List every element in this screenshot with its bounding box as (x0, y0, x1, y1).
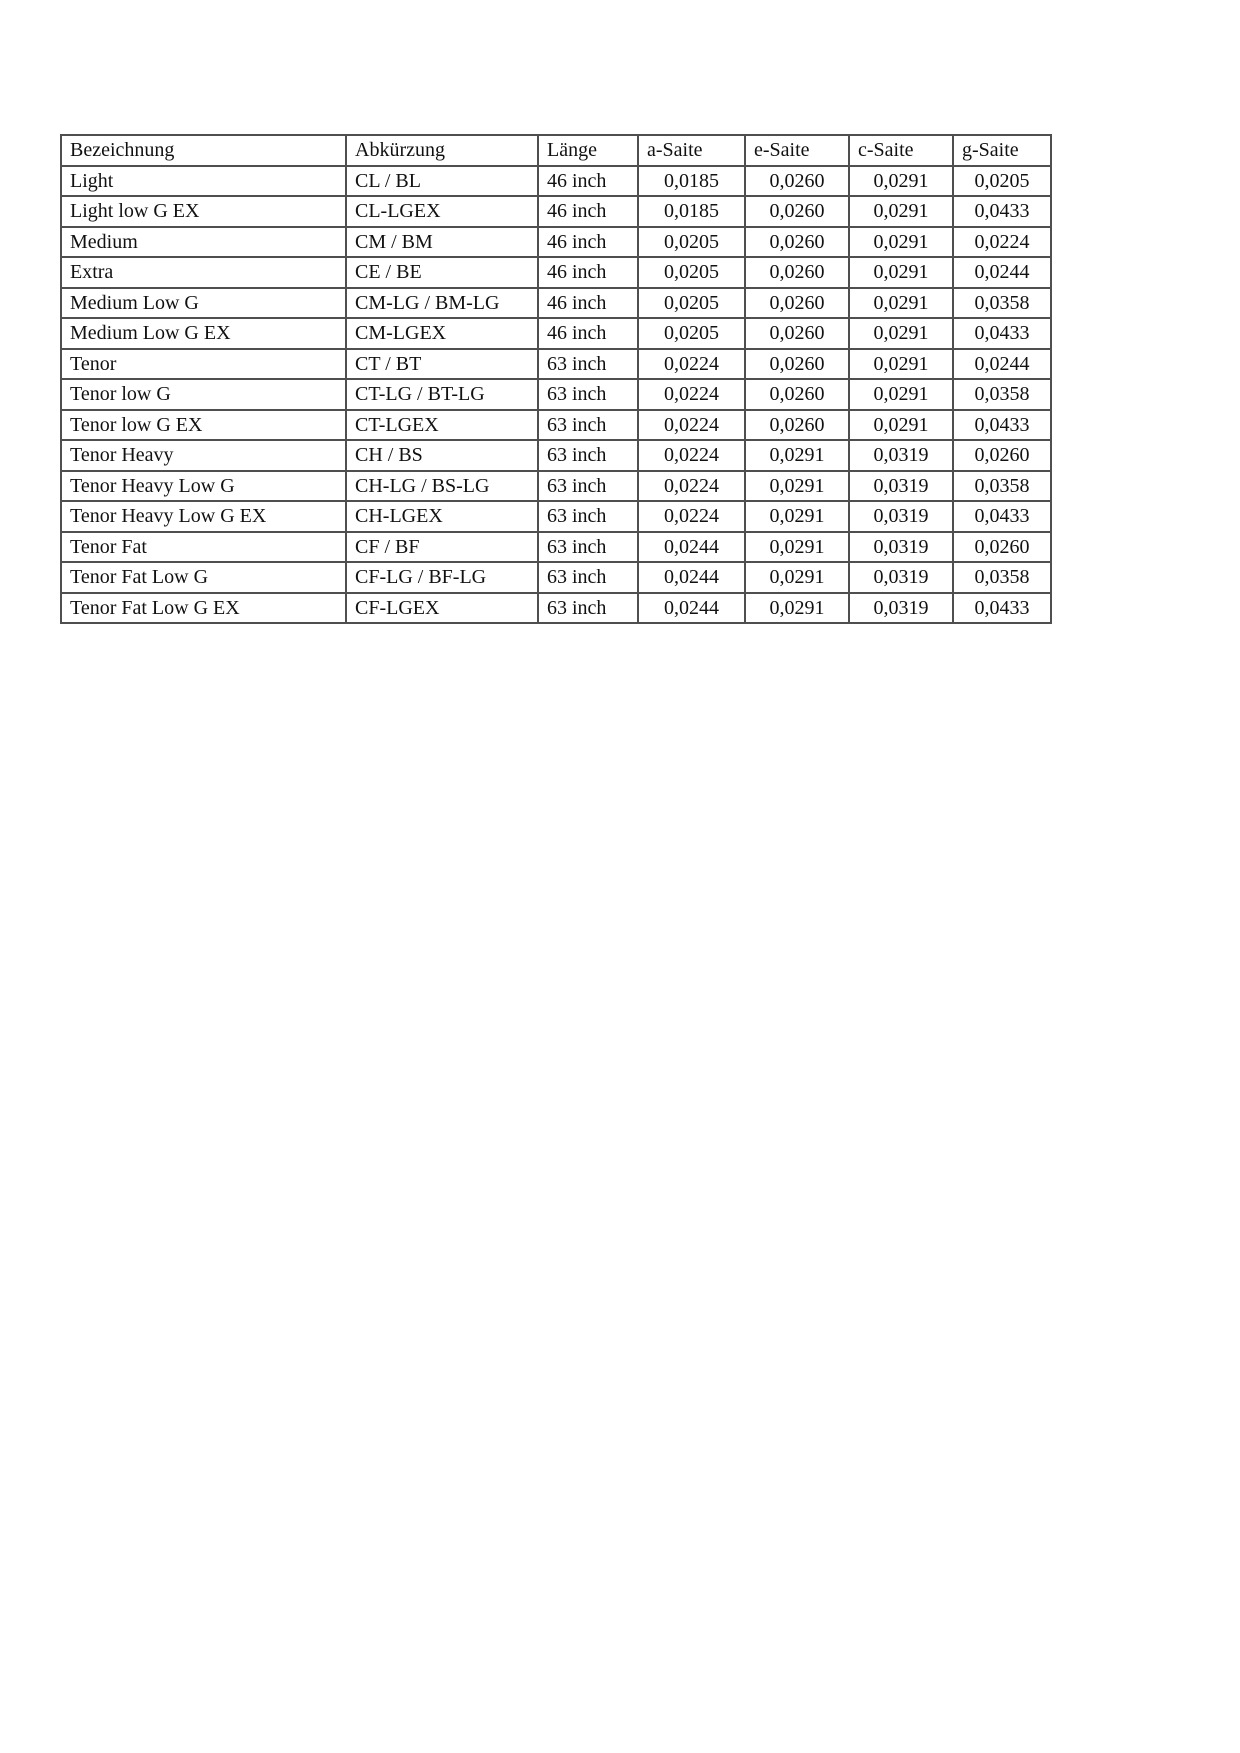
table-cell: 46 inch (538, 227, 638, 258)
table-cell: 0,0185 (638, 196, 745, 227)
table-cell: 0,0291 (745, 532, 849, 563)
table-cell: 0,0224 (638, 349, 745, 380)
table-header-cell: g-Saite (953, 135, 1051, 166)
table-cell: 0,0358 (953, 562, 1051, 593)
table-cell: 0,0291 (849, 196, 953, 227)
table-cell: CF / BF (346, 532, 538, 563)
table-cell: 0,0291 (849, 410, 953, 441)
table-cell: 0,0185 (638, 166, 745, 197)
table-row (61, 349, 1051, 380)
table-cell: 0,0319 (849, 471, 953, 502)
table-cell: 0,0244 (953, 257, 1051, 288)
row-label-cell: Light low G EX (61, 196, 346, 227)
table-cell: 0,0260 (953, 440, 1051, 471)
table-cell: 0,0433 (953, 593, 1051, 624)
row-label-cell: Light (61, 166, 346, 197)
table-cell: 0,0358 (953, 288, 1051, 319)
table-row (61, 288, 1051, 319)
table-cell: 0,0291 (849, 379, 953, 410)
table-cell: 0,0205 (638, 257, 745, 288)
table-header-cell: Länge (538, 135, 638, 166)
table-cell: 0,0433 (953, 318, 1051, 349)
table-cell: 0,0291 (849, 288, 953, 319)
table-cell: 0,0291 (849, 227, 953, 258)
table-cell: 0,0291 (849, 257, 953, 288)
table-cell: CL-LGEX (346, 196, 538, 227)
table-cell: 0,0244 (953, 349, 1051, 380)
row-label-cell: Medium Low G EX (61, 318, 346, 349)
table-cell: 0,0291 (849, 166, 953, 197)
table-cell: 63 inch (538, 349, 638, 380)
table-cell: CH-LGEX (346, 501, 538, 532)
table-cell: 0,0358 (953, 379, 1051, 410)
table-cell: 0,0291 (745, 593, 849, 624)
table-cell: 0,0244 (638, 532, 745, 563)
table-cell: 0,0433 (953, 410, 1051, 441)
table-cell: 63 inch (538, 379, 638, 410)
table-cell: CH / BS (346, 440, 538, 471)
table-row (61, 501, 1051, 532)
table-cell: 0,0260 (745, 196, 849, 227)
table-cell: 0,0319 (849, 593, 953, 624)
table-header-row (61, 135, 1051, 166)
table-cell: 0,0224 (638, 379, 745, 410)
table-cell: 46 inch (538, 257, 638, 288)
table-row (61, 257, 1051, 288)
table-cell: 0,0260 (745, 349, 849, 380)
row-label-cell: Medium (61, 227, 346, 258)
table-cell: CF-LGEX (346, 593, 538, 624)
table-header-cell: a-Saite (638, 135, 745, 166)
table-cell: 0,0291 (849, 318, 953, 349)
row-label-cell: Medium Low G (61, 288, 346, 319)
table-cell: 63 inch (538, 532, 638, 563)
table-cell: 0,0260 (745, 288, 849, 319)
table-header-cell: e-Saite (745, 135, 849, 166)
table-cell: 46 inch (538, 288, 638, 319)
table-cell: 0,0205 (953, 166, 1051, 197)
table-cell: CM / BM (346, 227, 538, 258)
table-cell: 63 inch (538, 501, 638, 532)
table-cell: 63 inch (538, 593, 638, 624)
table-cell: 0,0291 (849, 349, 953, 380)
table-cell: 0,0224 (638, 410, 745, 441)
table-cell: 0,0260 (745, 227, 849, 258)
string-gauge-table (60, 134, 1052, 624)
table-row (61, 562, 1051, 593)
table-cell: 0,0260 (745, 166, 849, 197)
table-cell: CM-LGEX (346, 318, 538, 349)
table-row (61, 440, 1051, 471)
table-cell: 0,0224 (953, 227, 1051, 258)
table-cell: 46 inch (538, 166, 638, 197)
row-label-cell: Extra (61, 257, 346, 288)
table-cell: 0,0224 (638, 440, 745, 471)
table-cell: CH-LG / BS-LG (346, 471, 538, 502)
table-cell: 46 inch (538, 196, 638, 227)
table-cell: 0,0358 (953, 471, 1051, 502)
table-cell: 0,0260 (745, 379, 849, 410)
row-label-cell: Tenor Fat Low G (61, 562, 346, 593)
table-cell: 0,0244 (638, 593, 745, 624)
table-cell: 0,0260 (745, 257, 849, 288)
table-cell: 0,0291 (745, 501, 849, 532)
table-cell: 0,0260 (745, 410, 849, 441)
table-cell: CE / BE (346, 257, 538, 288)
table-cell: 0,0291 (745, 562, 849, 593)
table-cell: 0,0205 (638, 318, 745, 349)
table-header-cell: Abkürzung (346, 135, 538, 166)
row-label-cell: Tenor (61, 349, 346, 380)
table-row (61, 593, 1051, 624)
table-cell: CT-LG / BT-LG (346, 379, 538, 410)
row-label-cell: Tenor Fat (61, 532, 346, 563)
table-row (61, 379, 1051, 410)
row-label-cell: Tenor low G EX (61, 410, 346, 441)
table-cell: 0,0319 (849, 532, 953, 563)
row-label-cell: Tenor low G (61, 379, 346, 410)
table-cell: CF-LG / BF-LG (346, 562, 538, 593)
table-cell: 63 inch (538, 562, 638, 593)
table-cell: 0,0433 (953, 196, 1051, 227)
table-cell: 0,0433 (953, 501, 1051, 532)
table-cell: 0,0224 (638, 501, 745, 532)
table-cell: 0,0319 (849, 440, 953, 471)
table-header-cell: c-Saite (849, 135, 953, 166)
table-cell: 0,0319 (849, 501, 953, 532)
row-label-cell: Tenor Heavy Low G (61, 471, 346, 502)
table-cell: 0,0260 (953, 532, 1051, 563)
table-row (61, 532, 1051, 563)
table-cell: 0,0205 (638, 227, 745, 258)
row-label-cell: Tenor Heavy Low G EX (61, 501, 346, 532)
table-cell: 0,0319 (849, 562, 953, 593)
table-cell: 63 inch (538, 471, 638, 502)
table-row (61, 227, 1051, 258)
table-cell: CT-LGEX (346, 410, 538, 441)
table-row (61, 318, 1051, 349)
table-cell: 0,0224 (638, 471, 745, 502)
table-row (61, 471, 1051, 502)
table-cell: 0,0244 (638, 562, 745, 593)
row-label-cell: Tenor Fat Low G EX (61, 593, 346, 624)
table-cell: CL / BL (346, 166, 538, 197)
table-cell: CT / BT (346, 349, 538, 380)
table-cell: 63 inch (538, 410, 638, 441)
table-row (61, 196, 1051, 227)
table-cell: 63 inch (538, 440, 638, 471)
table-header-cell: Bezeichnung (61, 135, 346, 166)
table-cell: 0,0205 (638, 288, 745, 319)
row-label-cell: Tenor Heavy (61, 440, 346, 471)
table-cell: 46 inch (538, 318, 638, 349)
table-body (61, 166, 1051, 624)
table-row (61, 410, 1051, 441)
table-cell: 0,0291 (745, 440, 849, 471)
table-cell: CM-LG / BM-LG (346, 288, 538, 319)
table-row (61, 166, 1051, 197)
table-cell: 0,0260 (745, 318, 849, 349)
table-cell: 0,0291 (745, 471, 849, 502)
